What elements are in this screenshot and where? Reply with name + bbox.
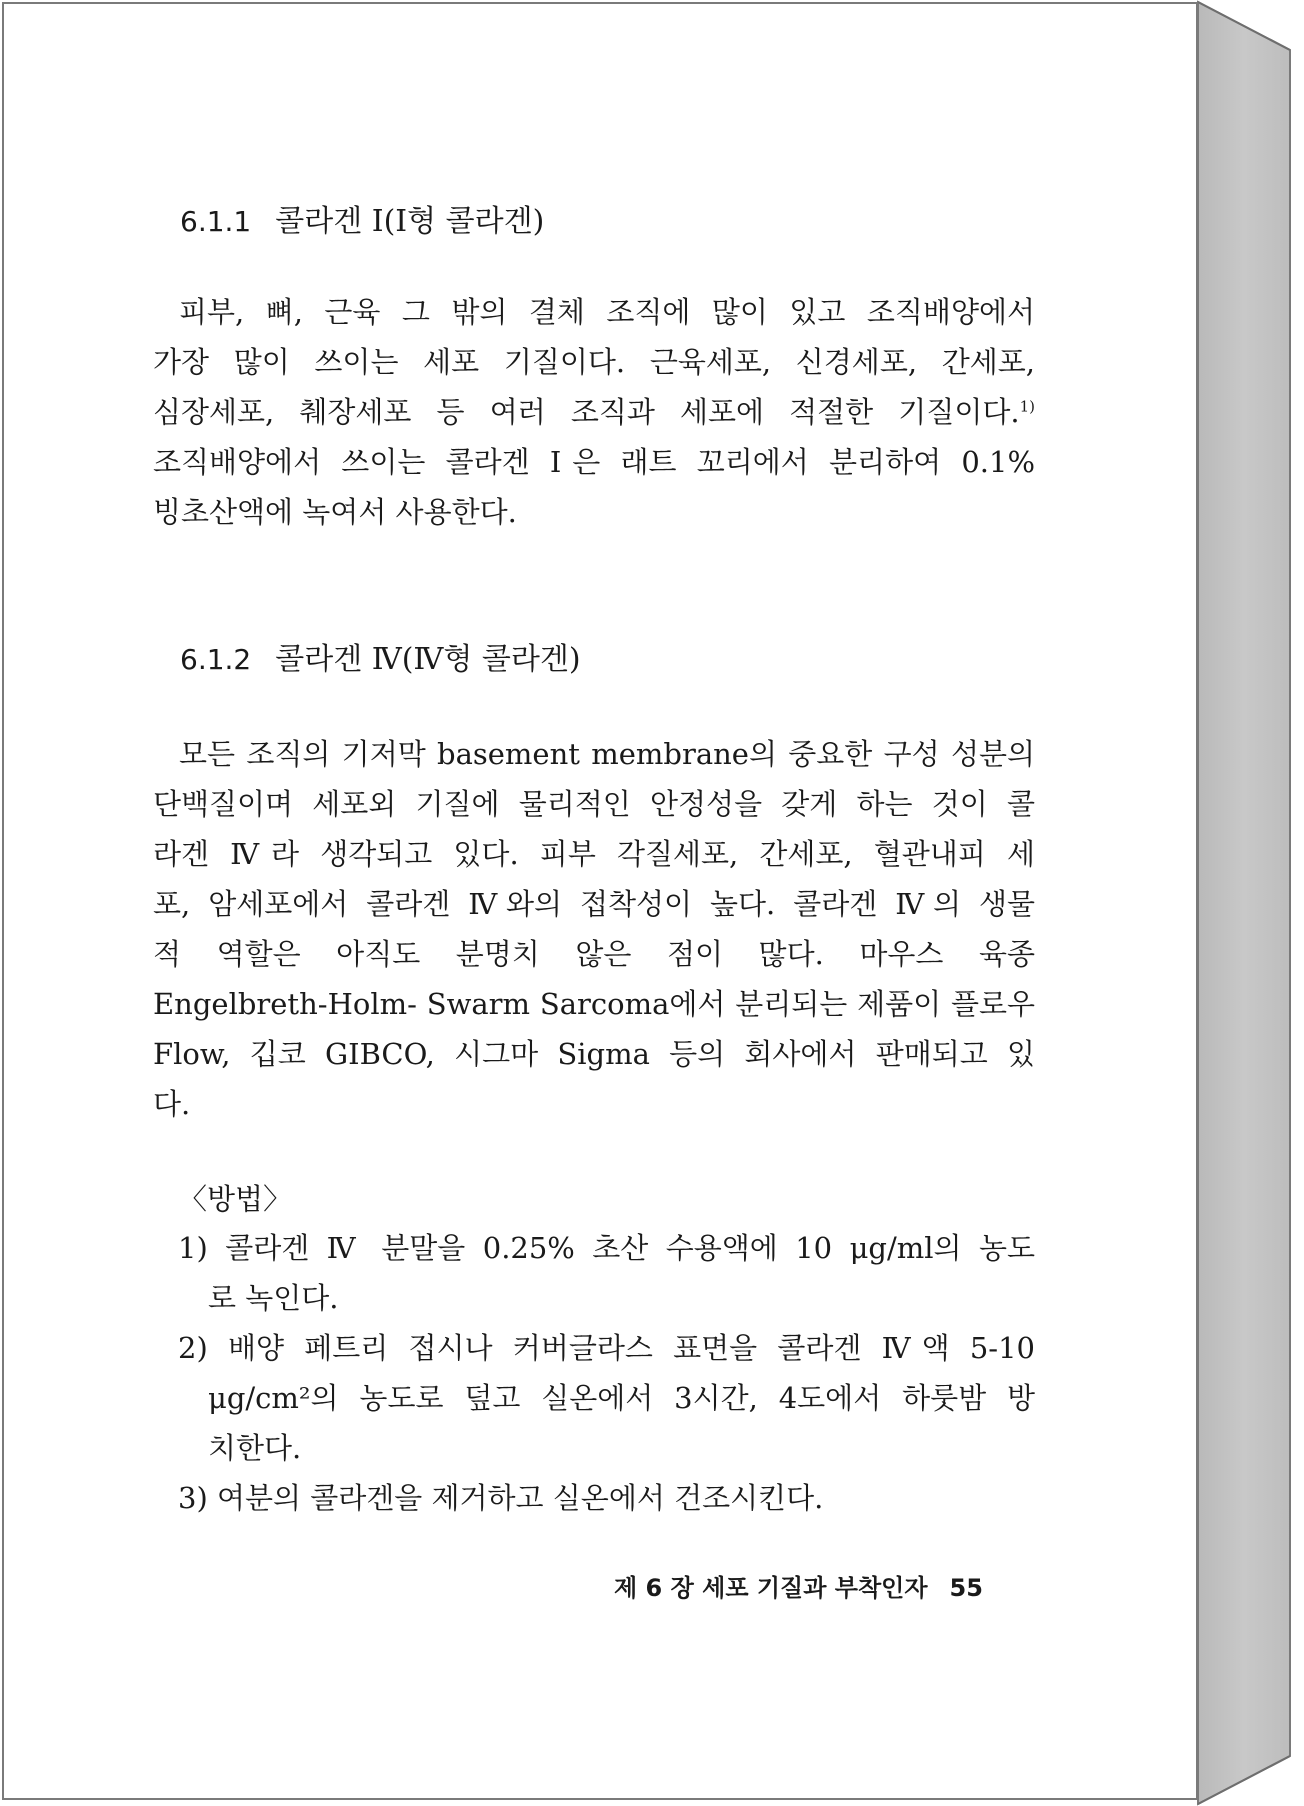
section-title: 콜라겐 Ⅰ(Ⅰ형 콜라겐) <box>275 204 545 239</box>
step-line: 치한다. <box>208 1431 302 1465</box>
section-1-paragraph <box>153 287 1035 537</box>
method-step-2 <box>178 1323 1035 1473</box>
text-line: 가장 많이 쓰이는 세포 기질이다. 근육세포, 신경세포, 간세포, <box>153 345 1035 379</box>
text-line-with-footnote <box>153 387 1035 437</box>
method-steps <box>178 1223 1035 1523</box>
text-line: 포, 암세포에서 콜라겐 Ⅳ와의 접착성이 높다. 콜라겐 Ⅳ의 생물 <box>153 887 1035 921</box>
section-2-paragraph <box>153 729 1035 1129</box>
method-label: 〈방법〉 <box>178 1182 293 1216</box>
running-footer-chapter: 제 6 장 세포 기질과 부착인자 <box>614 1574 928 1602</box>
section-number: 6.1.1 <box>180 205 252 238</box>
text-line: 빙초산액에 녹여서 사용한다. <box>153 495 517 529</box>
step-line: 로 녹인다. <box>208 1281 339 1315</box>
step-line: 2) 배양 페트리 접시나 커버글라스 표면을 콜라겐 Ⅳ액 5-10 <box>178 1331 1035 1365</box>
text-line: 모든 조직의 기저막 basement membrane의 중요한 구성 성분의 <box>179 737 1035 771</box>
footnote-marker: 1) <box>1019 397 1035 416</box>
text-line: Engelbreth-Holm- Swarm Sarcoma에서 분리되는 제품이 플로우 <box>153 987 1035 1021</box>
text-line: 다. <box>153 1087 191 1121</box>
section-title: 콜라겐 Ⅳ(Ⅳ형 콜라겐) <box>275 642 581 677</box>
step-line: 3) 여분의 콜라겐을 제거하고 실온에서 건조시킨다. <box>178 1481 824 1515</box>
text-line: 라겐 Ⅳ라 생각되고 있다. 피부 각질세포, 간세포, 혈관내피 세 <box>153 837 1035 871</box>
step-line: 1) 콜라겐 Ⅳ 분말을 0.25% 초산 수용액에 10 μg/ml의 농도 <box>178 1231 1035 1265</box>
section-heading-6-1-1 <box>180 196 544 240</box>
step-line: μg/cm²의 농도로 덮고 실온에서 3시간, 4도에서 하룻밤 방 <box>208 1381 1035 1415</box>
page-footer <box>614 1568 983 1603</box>
section-number: 6.1.2 <box>180 643 252 676</box>
text-line-content: 심장세포, 췌장세포 등 여러 조직과 세포에 적절한 기질이다. <box>153 395 1020 429</box>
text-line: 적 역할은 아직도 분명치 않은 점이 많다. 마우스 육종 <box>153 937 1035 971</box>
page-number: 55 <box>949 1574 983 1602</box>
method-step-3 <box>178 1473 1035 1523</box>
book-thickness-edge <box>1198 2 1290 1804</box>
text-line: 피부, 뼈, 근육 그 밖의 결체 조직에 많이 있고 조직배양에서 <box>179 295 1035 329</box>
text-line: Flow, 깁코 GIBCO, 시그마 Sigma 등의 회사에서 판매되고 있 <box>153 1037 1035 1071</box>
text-line: 단백질이며 세포외 기질에 물리적인 안정성을 갖게 하는 것이 콜 <box>153 787 1035 821</box>
method-step-1 <box>178 1223 1035 1323</box>
text-line: 조직배양에서 쓰이는 콜라겐 Ⅰ은 래트 꼬리에서 분리하여 0.1% <box>153 445 1035 479</box>
section-heading-6-1-2 <box>180 634 581 678</box>
